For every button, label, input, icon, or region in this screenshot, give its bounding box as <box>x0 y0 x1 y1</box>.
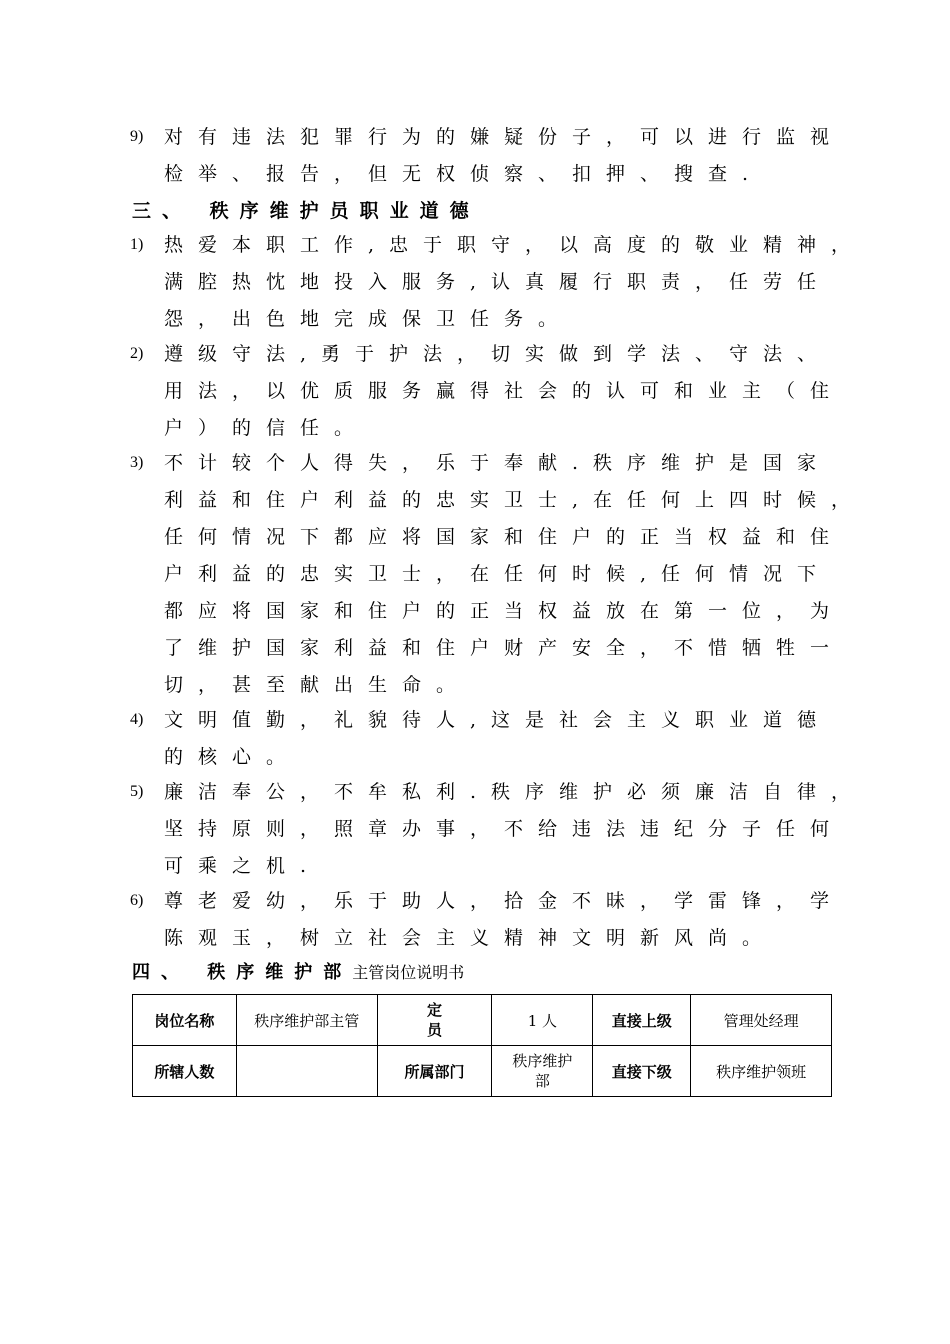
item-text-line: 利益和住户利益的忠实卫士,在任何上四时候， <box>164 489 866 511</box>
item-text-line: 的核心。 <box>164 746 301 768</box>
headcount-label-line: 定 <box>427 1001 443 1019</box>
item-text-line: 遵级守法,勇于护法，切实做到学法、守法、 <box>164 343 832 365</box>
item-number: 3) <box>130 454 144 471</box>
item-text-line: 廉洁奉公，不牟私利.秩序维护必须廉洁自律， <box>164 781 866 803</box>
direct-superior-value: 管理处经理 <box>691 995 832 1046</box>
department-value <box>492 1046 593 1097</box>
item-number: 9) <box>130 128 144 145</box>
item-text-line: 坚持原则，照章办事，不给违法违纪分子任何 <box>164 818 845 840</box>
department-label: 所属部门 <box>377 1046 492 1097</box>
section-heading <box>132 961 464 985</box>
section-heading-main: 四、 秩序维护部 <box>132 962 353 983</box>
item-text-line: 户利益的忠实卫士，在任何时候,任何情况下 <box>164 563 832 585</box>
table-row <box>133 995 832 1046</box>
section-heading: 三、 秩序维护员职业道德 <box>132 200 480 222</box>
item-number: 6) <box>130 892 144 909</box>
item-text-line: 任何情况下都应将国家和住户的正当权益和住 <box>164 526 845 548</box>
item-text-line: 检举、报告，但无权侦察、扣押、搜查. <box>164 163 764 185</box>
item-text-line: 了维护国家利益和住户财产安全，不惜牺牲一 <box>164 637 845 659</box>
item-text-line: 不计较个人得失，乐于奉献.秩序维护是国家 <box>164 452 832 474</box>
item-text-line: 热爱本职工作,忠于职守，以高度的敬业精神， <box>164 234 866 256</box>
headcount-value: 1 人 <box>492 995 593 1046</box>
item-text-line: 户）的信任。 <box>164 417 369 439</box>
headcount-label <box>377 995 492 1046</box>
item-text-line: 都应将国家和住户的正当权益放在第一位，为 <box>164 600 845 622</box>
table-row <box>133 1046 832 1097</box>
item-text-line: 陈观玉，树立社会主义精神文明新风尚。 <box>164 927 777 949</box>
department-value-line: 秩序维护 <box>512 1052 573 1070</box>
item-number: 1) <box>130 236 144 253</box>
direct-subordinate-label: 直接下级 <box>593 1046 691 1097</box>
item-number: 5) <box>130 783 144 800</box>
department-value-line: 部 <box>534 1072 550 1090</box>
item-text-line: 尊老爱幼，乐于助人，拾金不昧，学雷锋，学 <box>164 890 845 912</box>
direct-subordinate-value: 秩序维护领班 <box>691 1046 832 1097</box>
item-text-line: 文明值勤，礼貌待人,这是社会主义职业道德 <box>164 709 832 731</box>
item-number: 2) <box>130 345 144 362</box>
subordinates-count-label: 所辖人数 <box>133 1046 237 1097</box>
section-heading-tail: 主管岗位说明书 <box>352 963 465 982</box>
item-text-line: 用法，以优质服务赢得社会的认可和业主（住 <box>164 380 845 402</box>
item-text-line: 怨，出色地完成保卫任务。 <box>164 308 573 330</box>
position-table <box>132 994 832 1097</box>
position-name-value: 秩序维护部主管 <box>236 995 377 1046</box>
headcount-label-line: 员 <box>427 1021 443 1039</box>
subordinates-count-value <box>236 1046 377 1097</box>
position-name-label: 岗位名称 <box>133 995 237 1046</box>
item-text-line: 可乘之机. <box>164 855 322 877</box>
item-number: 4) <box>130 711 144 728</box>
item-text-line: 对有违法犯罪行为的嫌疑份子，可以进行监视 <box>164 126 845 148</box>
item-text-line: 满腔热忱地投入服务,认真履行职责，任劳任 <box>164 271 832 293</box>
direct-superior-label: 直接上级 <box>593 995 691 1046</box>
item-text-line: 切，甚至献出生命。 <box>164 674 471 696</box>
